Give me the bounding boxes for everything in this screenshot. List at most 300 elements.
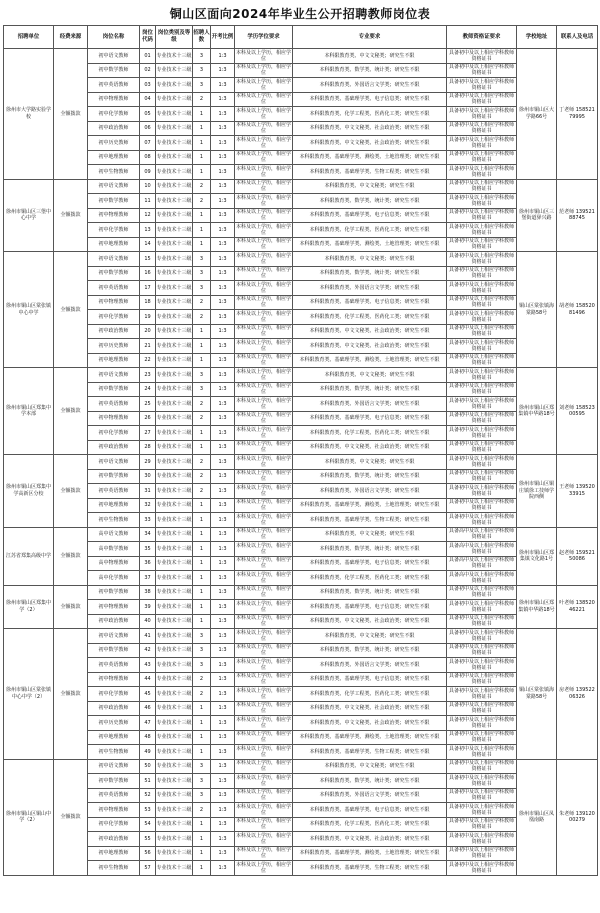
certificate-cell: 具备高中及以上相应学科教师资格证书 bbox=[447, 542, 517, 557]
position-name-cell: 初中语文教师 bbox=[88, 629, 140, 644]
fund-cell: 全额拨款 bbox=[54, 368, 88, 455]
certificate-cell: 具备初中及以上相应学科教师资格证书 bbox=[447, 136, 517, 151]
major-cell: 本科限教育类、中文文秘类、社会政治类；研究生不限 bbox=[293, 324, 447, 339]
category-cell: 专业技术十三级 bbox=[156, 861, 193, 876]
ratio-cell: 1:3 bbox=[211, 179, 235, 194]
position-name-cell: 初中数学教师 bbox=[88, 774, 140, 789]
address-cell: 徐州市铜山区大学路66号 bbox=[517, 49, 557, 180]
unit-cell: 徐州市铜山区棠张镇中心中学 bbox=[4, 252, 54, 368]
table-row bbox=[4, 237, 598, 252]
certificate-cell: 具备初中及以上相应学科教师资格证书 bbox=[447, 469, 517, 484]
position-name-cell: 初中地理教师 bbox=[88, 730, 140, 745]
education-cell: 本科及以上学历，相应学位 bbox=[235, 644, 291, 657]
education-cell: 本科及以上学历，相应学位 bbox=[235, 412, 291, 425]
ratio-cell: 1:3 bbox=[211, 614, 235, 629]
count-cell: 3 bbox=[193, 281, 211, 296]
count-cell: 3 bbox=[193, 774, 211, 789]
count-cell: 2 bbox=[193, 484, 211, 499]
count-cell: 3 bbox=[193, 252, 211, 267]
position-name-cell: 高中化学教师 bbox=[88, 571, 140, 586]
ratio-cell: 1:3 bbox=[211, 687, 235, 702]
category-cell: 专业技术十三级 bbox=[156, 295, 193, 310]
category-cell: 专业技术十三级 bbox=[156, 846, 193, 861]
education-cell: 本科及以上学历，相应学位 bbox=[235, 528, 291, 541]
certificate-cell: 具备初中及以上相应学科教师资格证书 bbox=[447, 150, 517, 165]
category-cell: 专业技术十三级 bbox=[156, 484, 193, 499]
major-cell: 本科限教育类、外国语言文学类；研究生不限 bbox=[293, 658, 447, 673]
count-cell: 1 bbox=[193, 571, 211, 586]
major-cell: 本科限教育类、数学类、统计类；研究生不限 bbox=[293, 382, 447, 397]
count-cell: 1 bbox=[193, 614, 211, 629]
position-code-cell: 36 bbox=[140, 556, 156, 571]
count-cell: 1 bbox=[193, 817, 211, 832]
position-name-cell: 初中物理教师 bbox=[88, 295, 140, 310]
table-row bbox=[4, 614, 598, 629]
major-cell: 本科限教育类、基础理学类、电子信息类；研究生不限 bbox=[293, 208, 447, 223]
ratio-cell: 1:3 bbox=[211, 310, 235, 325]
certificate-cell: 具备初中及以上相应学科教师资格证书 bbox=[447, 788, 517, 803]
count-cell: 1 bbox=[193, 716, 211, 731]
education-cell: 本科及以上学历，相应学位 bbox=[235, 383, 291, 396]
education-cell: 本科及以上学历，相应学位 bbox=[235, 165, 291, 178]
position-name-cell: 初中英语教师 bbox=[88, 397, 140, 412]
position-name-cell: 高中数学教师 bbox=[88, 542, 140, 557]
table-row bbox=[4, 687, 598, 702]
count-cell: 2 bbox=[193, 397, 211, 412]
category-cell: 专业技术十三级 bbox=[156, 788, 193, 803]
count-cell: 1 bbox=[193, 121, 211, 136]
header-row bbox=[4, 26, 598, 49]
education-cell: 本科及以上学历，相应学位 bbox=[235, 455, 291, 468]
major-cell: 本科限教育类、外国语言文学类；研究生不限 bbox=[293, 281, 447, 296]
certificate-cell: 具备初中及以上相应学科教师资格证书 bbox=[447, 817, 517, 832]
education-cell: 本科及以上学历，相应学位 bbox=[235, 774, 291, 787]
education-cell: 本科及以上学历，相应学位 bbox=[235, 426, 291, 439]
ratio-cell: 1:3 bbox=[211, 672, 235, 687]
certificate-cell: 具备初中及以上相应学科教师资格证书 bbox=[447, 745, 517, 760]
contact-cell: 胡老师 15852081496 bbox=[557, 252, 598, 368]
position-name-cell: 初中化学教师 bbox=[88, 107, 140, 122]
position-code-cell: 12 bbox=[140, 208, 156, 223]
position-code-cell: 57 bbox=[140, 861, 156, 876]
ratio-cell: 1:3 bbox=[211, 513, 235, 528]
major-cell: 本科限教育类、数学类、统计类；研究生不限 bbox=[293, 774, 447, 789]
category-cell: 专业技术十三级 bbox=[156, 832, 193, 847]
col-header: 教师资格证要求 bbox=[447, 26, 517, 49]
certificate-cell: 具备初中及以上相应学科教师资格证书 bbox=[447, 310, 517, 325]
certificate-cell: 具备初中及以上相应学科教师资格证书 bbox=[447, 324, 517, 339]
fund-cell: 全额拨款 bbox=[54, 629, 88, 760]
ratio-cell: 1:3 bbox=[211, 208, 235, 223]
certificate-cell: 具备初中及以上相应学科教师资格证书 bbox=[447, 498, 517, 513]
table-row bbox=[4, 382, 598, 397]
ratio-cell: 1:3 bbox=[211, 295, 235, 310]
contact-cell: 朱老师 13912000279 bbox=[557, 759, 598, 875]
count-cell: 1 bbox=[193, 237, 211, 252]
major-cell: 本科限教育类、中文文秘类；研究生不限 bbox=[293, 629, 447, 644]
education-cell: 本科及以上学历，相应学位 bbox=[235, 223, 291, 236]
position-name-cell: 初中化学教师 bbox=[88, 687, 140, 702]
major-cell: 本科限教育类、中文文秘类；研究生不限 bbox=[293, 527, 447, 542]
position-code-cell: 02 bbox=[140, 63, 156, 78]
position-name-cell: 初中语文教师 bbox=[88, 179, 140, 194]
certificate-cell: 具备初中及以上相应学科教师资格证书 bbox=[447, 629, 517, 644]
major-cell: 本科限教育类、中文文秘类；研究生不限 bbox=[293, 179, 447, 194]
ratio-cell: 1:3 bbox=[211, 629, 235, 644]
ratio-cell: 1:3 bbox=[211, 455, 235, 470]
count-cell: 1 bbox=[193, 542, 211, 557]
position-name-cell: 初中历史教师 bbox=[88, 716, 140, 731]
major-cell: 本科限教育类、外国语言文学类；研究生不限 bbox=[293, 78, 447, 93]
position-code-cell: 10 bbox=[140, 179, 156, 194]
table-row bbox=[4, 498, 598, 513]
major-cell: 本科限教育类、数学类、统计类；研究生不限 bbox=[293, 469, 447, 484]
major-cell: 本科限教育类、数学类、统计类；研究生不限 bbox=[293, 643, 447, 658]
education-cell: 本科及以上学历，相应学位 bbox=[235, 209, 291, 222]
position-code-cell: 31 bbox=[140, 484, 156, 499]
certificate-cell: 具备初中及以上相应学科教师资格证书 bbox=[447, 513, 517, 528]
table-row bbox=[4, 745, 598, 760]
ratio-cell: 1:3 bbox=[211, 745, 235, 760]
education-cell: 本科及以上学历，相应学位 bbox=[235, 861, 291, 874]
ratio-cell: 1:3 bbox=[211, 78, 235, 93]
category-cell: 专业技术十三级 bbox=[156, 629, 193, 644]
address-cell: 徐州市铜山区郑集镇中华路18号 bbox=[517, 368, 557, 455]
address-cell: 徐州市铜山区郑集镇文化路1号 bbox=[517, 527, 557, 585]
position-name-cell: 初中语文教师 bbox=[88, 455, 140, 470]
position-name-cell: 初中生物教师 bbox=[88, 745, 140, 760]
category-cell: 专业技术十三级 bbox=[156, 150, 193, 165]
position-name-cell: 初中数学教师 bbox=[88, 194, 140, 209]
major-cell: 本科限教育类、外国语言文学类；研究生不限 bbox=[293, 397, 447, 412]
table-row bbox=[4, 368, 598, 383]
position-name-cell: 初中英语教师 bbox=[88, 658, 140, 673]
count-cell: 1 bbox=[193, 513, 211, 528]
ratio-cell: 1:3 bbox=[211, 136, 235, 151]
certificate-cell: 具备初中及以上相应学科教师资格证书 bbox=[447, 179, 517, 194]
education-cell: 本科及以上学历，相应学位 bbox=[235, 847, 291, 860]
count-cell: 3 bbox=[193, 382, 211, 397]
table-row bbox=[4, 556, 598, 571]
unit-cell: 徐州市铜山区郑集中学高新区分校 bbox=[4, 455, 54, 528]
ratio-cell: 1:3 bbox=[211, 571, 235, 586]
education-cell: 本科及以上学历，相应学位 bbox=[235, 789, 291, 802]
education-cell: 本科及以上学历，相应学位 bbox=[235, 281, 291, 294]
major-cell: 本科限教育类、基础理学类、测绘类、土地管理类；研究生不限 bbox=[293, 730, 447, 745]
table-row bbox=[4, 295, 598, 310]
position-name-cell: 初中英语教师 bbox=[88, 788, 140, 803]
category-cell: 专业技术十三级 bbox=[156, 585, 193, 600]
ratio-cell: 1:3 bbox=[211, 92, 235, 107]
ratio-cell: 1:3 bbox=[211, 716, 235, 731]
position-code-cell: 54 bbox=[140, 817, 156, 832]
position-name-cell: 初中语文教师 bbox=[88, 252, 140, 267]
certificate-cell: 具备初中及以上相应学科教师资格证书 bbox=[447, 281, 517, 296]
position-code-cell: 07 bbox=[140, 136, 156, 151]
position-code-cell: 20 bbox=[140, 324, 156, 339]
category-cell: 专业技术十三级 bbox=[156, 440, 193, 455]
position-code-cell: 32 bbox=[140, 498, 156, 513]
table-row bbox=[4, 759, 598, 774]
major-cell: 本科限教育类、中文文秘类、社会政治类；研究生不限 bbox=[293, 701, 447, 716]
certificate-cell: 具备初中及以上相应学科教师资格证书 bbox=[447, 861, 517, 876]
education-cell: 本科及以上学历，相应学位 bbox=[235, 557, 291, 570]
table-row bbox=[4, 861, 598, 876]
ratio-cell: 1:3 bbox=[211, 150, 235, 165]
position-code-cell: 30 bbox=[140, 469, 156, 484]
contact-cell: 王老师 13952033915 bbox=[557, 455, 598, 528]
address-cell: 徐州市铜山区郑集镇中华路18号 bbox=[517, 585, 557, 629]
category-cell: 专业技术十三级 bbox=[156, 136, 193, 151]
position-name-cell: 初中语文教师 bbox=[88, 49, 140, 64]
position-name-cell: 初中语文教师 bbox=[88, 759, 140, 774]
education-cell: 本科及以上学历，相应学位 bbox=[235, 252, 291, 265]
table-row bbox=[4, 817, 598, 832]
major-cell: 本科限教育类、数学类、统计类；研究生不限 bbox=[293, 585, 447, 600]
position-code-cell: 25 bbox=[140, 397, 156, 412]
unit-cell: 徐州市铜山区铜山中学（2） bbox=[4, 759, 54, 875]
category-cell: 专业技术十三级 bbox=[156, 701, 193, 716]
position-name-cell: 初中化学教师 bbox=[88, 310, 140, 325]
count-cell: 1 bbox=[193, 136, 211, 151]
position-code-cell: 06 bbox=[140, 121, 156, 136]
major-cell: 本科限教育类、中文文秘类；研究生不限 bbox=[293, 49, 447, 64]
major-cell: 本科限教育类、基础理学类、电子信息类；研究生不限 bbox=[293, 600, 447, 615]
count-cell: 3 bbox=[193, 658, 211, 673]
ratio-cell: 1:3 bbox=[211, 600, 235, 615]
position-code-cell: 21 bbox=[140, 339, 156, 354]
education-cell: 本科及以上学历，相应学位 bbox=[235, 818, 291, 831]
position-code-cell: 39 bbox=[140, 600, 156, 615]
table-row bbox=[4, 397, 598, 412]
table-row bbox=[4, 846, 598, 861]
ratio-cell: 1:3 bbox=[211, 49, 235, 64]
position-name-cell: 初中数学教师 bbox=[88, 63, 140, 78]
table-body bbox=[4, 49, 598, 876]
education-cell: 本科及以上学历，相应学位 bbox=[235, 658, 291, 671]
position-code-cell: 51 bbox=[140, 774, 156, 789]
table-row bbox=[4, 585, 598, 600]
col-header: 岗位类别及等级 bbox=[156, 26, 193, 49]
ratio-cell: 1:3 bbox=[211, 397, 235, 412]
unit-cell: 徐州市铜山区三堡中心中学 bbox=[4, 179, 54, 252]
page-title: 铜山区面向2024年毕业生公开招聘教师岗位表 bbox=[169, 7, 431, 21]
major-cell: 本科限教育类、中文文秘类、社会政治类；研究生不限 bbox=[293, 832, 447, 847]
education-cell: 本科及以上学历，相应学位 bbox=[235, 803, 291, 816]
position-name-cell: 初中物理教师 bbox=[88, 411, 140, 426]
major-cell: 本科限教育类、中文文秘类、社会政治类；研究生不限 bbox=[293, 121, 447, 136]
major-cell: 本科限教育类、中文文秘类；研究生不限 bbox=[293, 252, 447, 267]
table-row bbox=[4, 774, 598, 789]
major-cell: 本科限教育类、基础理学类、测绘类、土地管理类；研究生不限 bbox=[293, 846, 447, 861]
category-cell: 专业技术十三级 bbox=[156, 426, 193, 441]
table-row bbox=[4, 266, 598, 281]
education-cell: 本科及以上学历，相应学位 bbox=[235, 194, 291, 207]
table-row bbox=[4, 223, 598, 238]
position-code-cell: 33 bbox=[140, 513, 156, 528]
category-cell: 专业技术十三级 bbox=[156, 455, 193, 470]
category-cell: 专业技术十三级 bbox=[156, 600, 193, 615]
ratio-cell: 1:3 bbox=[211, 281, 235, 296]
table-row bbox=[4, 469, 598, 484]
count-cell: 1 bbox=[193, 498, 211, 513]
certificate-cell: 具备初中及以上相应学科教师资格证书 bbox=[447, 92, 517, 107]
position-name-cell: 初中物理教师 bbox=[88, 803, 140, 818]
education-cell: 本科及以上学历，相应学位 bbox=[235, 354, 291, 367]
ratio-cell: 1:3 bbox=[211, 368, 235, 383]
table-row bbox=[4, 527, 598, 542]
ratio-cell: 1:3 bbox=[211, 498, 235, 513]
count-cell: 1 bbox=[193, 600, 211, 615]
table-row bbox=[4, 179, 598, 194]
count-cell: 3 bbox=[193, 629, 211, 644]
position-code-cell: 56 bbox=[140, 846, 156, 861]
position-name-cell: 初中生物教师 bbox=[88, 861, 140, 876]
certificate-cell: 具备高中及以上相应学科教师资格证书 bbox=[447, 571, 517, 586]
count-cell: 3 bbox=[193, 78, 211, 93]
education-cell: 本科及以上学历，相应学位 bbox=[235, 325, 291, 338]
certificate-cell: 具备初中及以上相应学科教师资格证书 bbox=[447, 803, 517, 818]
certificate-cell: 具备初中及以上相应学科教师资格证书 bbox=[447, 411, 517, 426]
ratio-cell: 1:3 bbox=[211, 382, 235, 397]
count-cell: 3 bbox=[193, 63, 211, 78]
count-cell: 1 bbox=[193, 208, 211, 223]
certificate-cell: 具备初中及以上相应学科教师资格证书 bbox=[447, 382, 517, 397]
count-cell: 2 bbox=[193, 455, 211, 470]
major-cell: 本科限教育类、化学工程类、医药化工类；研究生不限 bbox=[293, 817, 447, 832]
contact-cell: 丁老师 15852179995 bbox=[557, 49, 598, 180]
certificate-cell: 具备高中及以上相应学科教师资格证书 bbox=[447, 527, 517, 542]
unit-cell: 徐州市铜山区郑集中学本部 bbox=[4, 368, 54, 455]
certificate-cell: 具备高中及以上相应学科教师资格证书 bbox=[447, 556, 517, 571]
major-cell: 本科限教育类、化学工程类、医药化工类；研究生不限 bbox=[293, 687, 447, 702]
major-cell: 本科限教育类、化学工程类、医药化工类；研究生不限 bbox=[293, 571, 447, 586]
education-cell: 本科及以上学历，相应学位 bbox=[235, 64, 291, 77]
category-cell: 专业技术十三级 bbox=[156, 498, 193, 513]
position-name-cell: 初中化学教师 bbox=[88, 426, 140, 441]
education-cell: 本科及以上学历，相应学位 bbox=[235, 629, 291, 642]
category-cell: 专业技术十三级 bbox=[156, 49, 193, 64]
count-cell: 2 bbox=[193, 310, 211, 325]
table-row bbox=[4, 339, 598, 354]
position-code-cell: 42 bbox=[140, 643, 156, 658]
major-cell: 本科限教育类、中文文秘类、社会政治类；研究生不限 bbox=[293, 716, 447, 731]
position-code-cell: 35 bbox=[140, 542, 156, 557]
education-cell: 本科及以上学历，相应学位 bbox=[235, 484, 291, 497]
position-name-cell: 初中数学教师 bbox=[88, 469, 140, 484]
table-row bbox=[4, 513, 598, 528]
count-cell: 2 bbox=[193, 194, 211, 209]
category-cell: 专业技术十三级 bbox=[156, 817, 193, 832]
ratio-cell: 1:3 bbox=[211, 194, 235, 209]
category-cell: 专业技术十三级 bbox=[156, 92, 193, 107]
count-cell: 1 bbox=[193, 107, 211, 122]
position-code-cell: 43 bbox=[140, 658, 156, 673]
table-row bbox=[4, 353, 598, 368]
position-code-cell: 40 bbox=[140, 614, 156, 629]
education-cell: 本科及以上学历，相应学位 bbox=[235, 310, 291, 323]
category-cell: 专业技术十三级 bbox=[156, 353, 193, 368]
contact-cell: 范老师 13952188745 bbox=[557, 179, 598, 252]
certificate-cell: 具备初中及以上相应学科教师资格证书 bbox=[447, 426, 517, 441]
category-cell: 专业技术十三级 bbox=[156, 643, 193, 658]
ratio-cell: 1:3 bbox=[211, 759, 235, 774]
count-cell: 1 bbox=[193, 165, 211, 180]
position-code-cell: 55 bbox=[140, 832, 156, 847]
table-row bbox=[4, 571, 598, 586]
education-cell: 本科及以上学历，相应学位 bbox=[235, 499, 291, 512]
position-name-cell: 初中数学教师 bbox=[88, 266, 140, 281]
count-cell: 1 bbox=[193, 426, 211, 441]
category-cell: 专业技术十三级 bbox=[156, 397, 193, 412]
ratio-cell: 1:3 bbox=[211, 63, 235, 78]
address-cell: 铜山区棠张镇海棠路58号 bbox=[517, 252, 557, 368]
category-cell: 专业技术十三级 bbox=[156, 542, 193, 557]
ratio-cell: 1:3 bbox=[211, 339, 235, 354]
count-cell: 2 bbox=[193, 295, 211, 310]
position-code-cell: 11 bbox=[140, 194, 156, 209]
certificate-cell: 具备初中及以上相应学科教师资格证书 bbox=[447, 585, 517, 600]
col-header: 岗位代码 bbox=[140, 26, 156, 49]
ratio-cell: 1:3 bbox=[211, 107, 235, 122]
category-cell: 专业技术十三级 bbox=[156, 339, 193, 354]
ratio-cell: 1:3 bbox=[211, 788, 235, 803]
category-cell: 专业技术十三级 bbox=[156, 774, 193, 789]
fund-cell: 全额拨款 bbox=[54, 527, 88, 585]
certificate-cell: 具备初中及以上相应学科教师资格证书 bbox=[447, 440, 517, 455]
position-code-cell: 27 bbox=[140, 426, 156, 441]
position-name-cell: 初中物理教师 bbox=[88, 208, 140, 223]
ratio-cell: 1:3 bbox=[211, 411, 235, 426]
education-cell: 本科及以上学历，相应学位 bbox=[235, 339, 291, 352]
major-cell: 本科限教育类、基础理学类、生物工程类；研究生不限 bbox=[293, 513, 447, 528]
count-cell: 1 bbox=[193, 440, 211, 455]
count-cell: 1 bbox=[193, 353, 211, 368]
category-cell: 专业技术十三级 bbox=[156, 281, 193, 296]
count-cell: 1 bbox=[193, 324, 211, 339]
ratio-cell: 1:3 bbox=[211, 353, 235, 368]
major-cell: 本科限教育类、数学类、统计类；研究生不限 bbox=[293, 266, 447, 281]
position-code-cell: 48 bbox=[140, 730, 156, 745]
category-cell: 专业技术十三级 bbox=[156, 759, 193, 774]
ratio-cell: 1:3 bbox=[211, 266, 235, 281]
category-cell: 专业技术十三级 bbox=[156, 730, 193, 745]
major-cell: 本科限教育类、中文文秘类；研究生不限 bbox=[293, 455, 447, 470]
count-cell: 1 bbox=[193, 150, 211, 165]
contact-cell: 赵老师 15952150086 bbox=[557, 527, 598, 585]
table-row bbox=[4, 600, 598, 615]
position-name-cell: 初中生物教师 bbox=[88, 165, 140, 180]
education-cell: 本科及以上学历，相应学位 bbox=[235, 745, 291, 758]
ratio-cell: 1:3 bbox=[211, 252, 235, 267]
category-cell: 专业技术十三级 bbox=[156, 208, 193, 223]
certificate-cell: 具备初中及以上相应学科教师资格证书 bbox=[447, 832, 517, 847]
ratio-cell: 1:3 bbox=[211, 440, 235, 455]
count-cell: 1 bbox=[193, 223, 211, 238]
table-row bbox=[4, 643, 598, 658]
education-cell: 本科及以上学历，相应学位 bbox=[235, 542, 291, 555]
education-cell: 本科及以上学历，相应学位 bbox=[235, 296, 291, 309]
fund-cell: 全额拨款 bbox=[54, 179, 88, 252]
education-cell: 本科及以上学历，相应学位 bbox=[235, 238, 291, 251]
position-name-cell: 初中英语教师 bbox=[88, 484, 140, 499]
table-row bbox=[4, 136, 598, 151]
address-cell: 徐州市铜山区铜庄镇徐工技师学院西侧 bbox=[517, 455, 557, 528]
position-code-cell: 13 bbox=[140, 223, 156, 238]
education-cell: 本科及以上学历，相应学位 bbox=[235, 731, 291, 744]
count-cell: 2 bbox=[193, 687, 211, 702]
position-code-cell: 15 bbox=[140, 252, 156, 267]
